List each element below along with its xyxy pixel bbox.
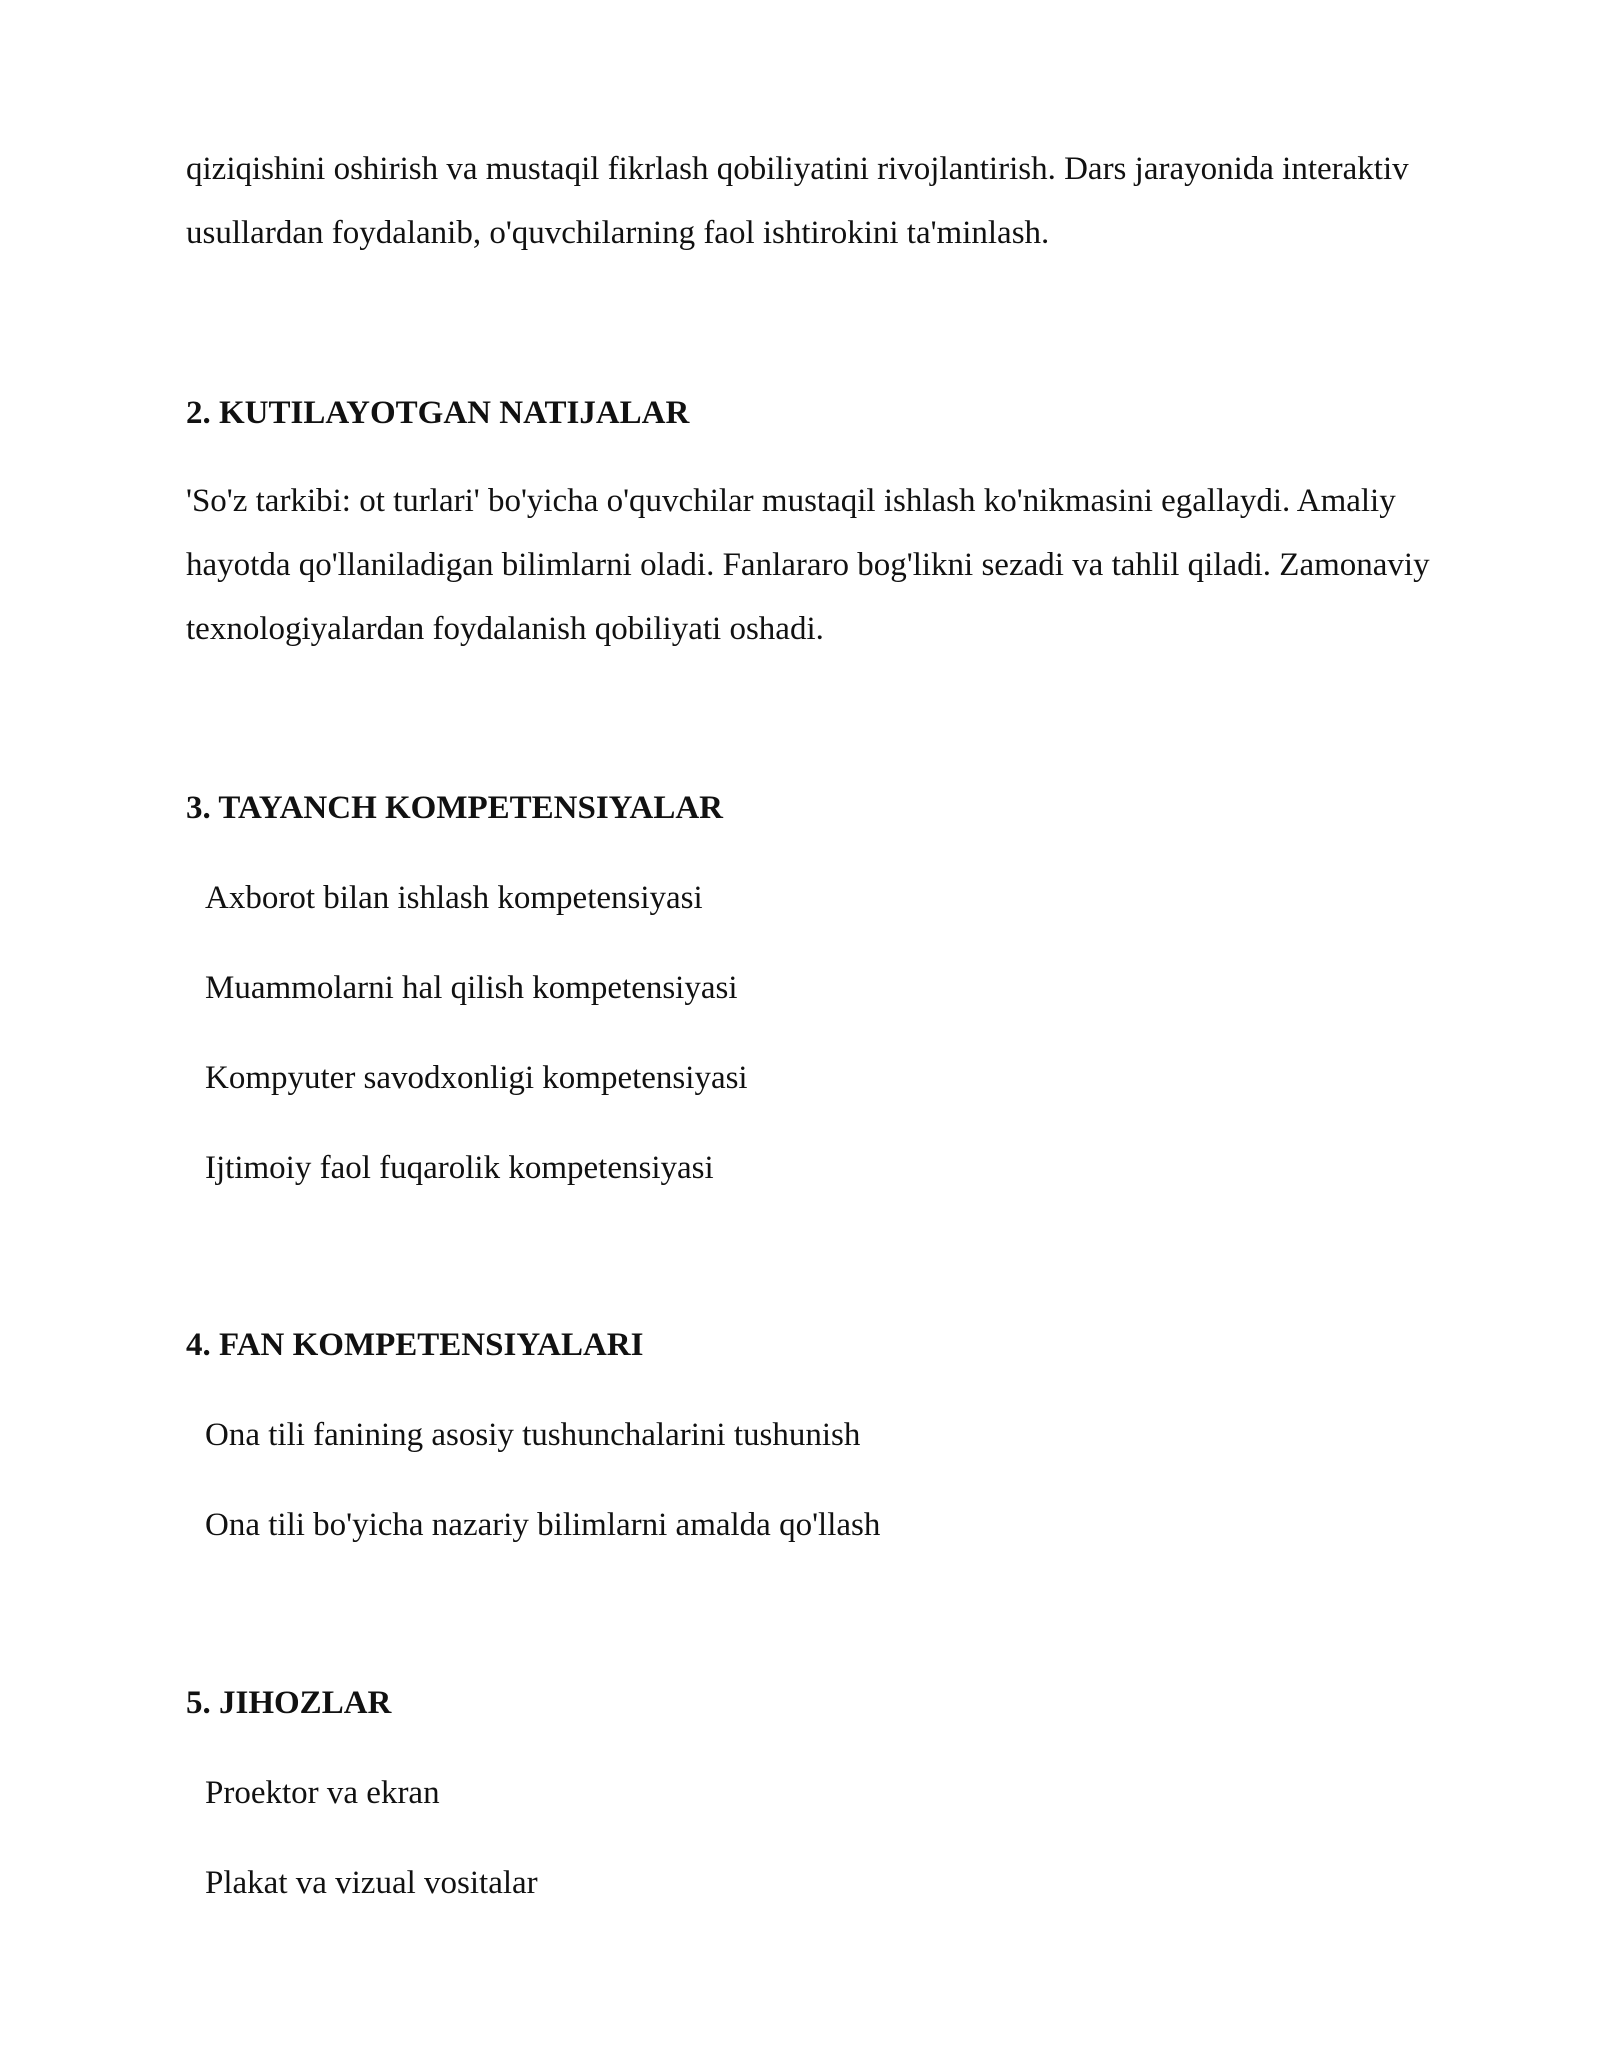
list-item: Ona tili bo'yicha nazariy bilimlarni amalda qo'llash [205, 1507, 881, 1543]
list-item: Muammolarni hal qilish kompetensiyasi [205, 970, 738, 1006]
results-paragraph: 'So'z tarkibi: ot turlari' bo'yicha o'quvchilar mustaqil ishlash ko'nikmasini egallaydi. Amaliy hayotda qo'llaniladigan bilimlarni oladi. Fanlararo bog'likni sezadi va tahlil qiladi. Zamonaviy texnologiyalardan foydalanish qobiliyati oshadi. [186, 483, 1430, 647]
list-item: Proektor va ekran [205, 1775, 440, 1811]
intro-paragraph: qiziqishini oshirish va mustaqil fikrlash qobiliyatini rivojlantirish. Dars jarayonida interaktiv usullardan foydalanib, o'quvchilarning faol ishtirokini ta'minlash. [186, 151, 1409, 251]
list-item: Kompyuter savodxonligi kompetensiyasi [205, 1060, 748, 1096]
list-item: Ona tili fanining asosiy tushunchalarini tushunish [205, 1417, 861, 1453]
section-heading-subject-competencies: 4. FAN KOMPETENSIYALARI [186, 1327, 644, 1363]
section-heading-equipment: 5. JIHOZLAR [186, 1685, 392, 1721]
list-item: Plakat va vizual vositalar [205, 1865, 538, 1901]
list-item: Ijtimoiy faol fuqarolik kompetensiyasi [205, 1150, 714, 1186]
list-item: Axborot bilan ishlash kompetensiyasi [205, 880, 703, 916]
section-heading-results: 2. KUTILAYOTGAN NATIJALAR [186, 395, 690, 431]
section-heading-core-competencies: 3. TAYANCH KOMPETENSIYALAR [186, 790, 723, 826]
